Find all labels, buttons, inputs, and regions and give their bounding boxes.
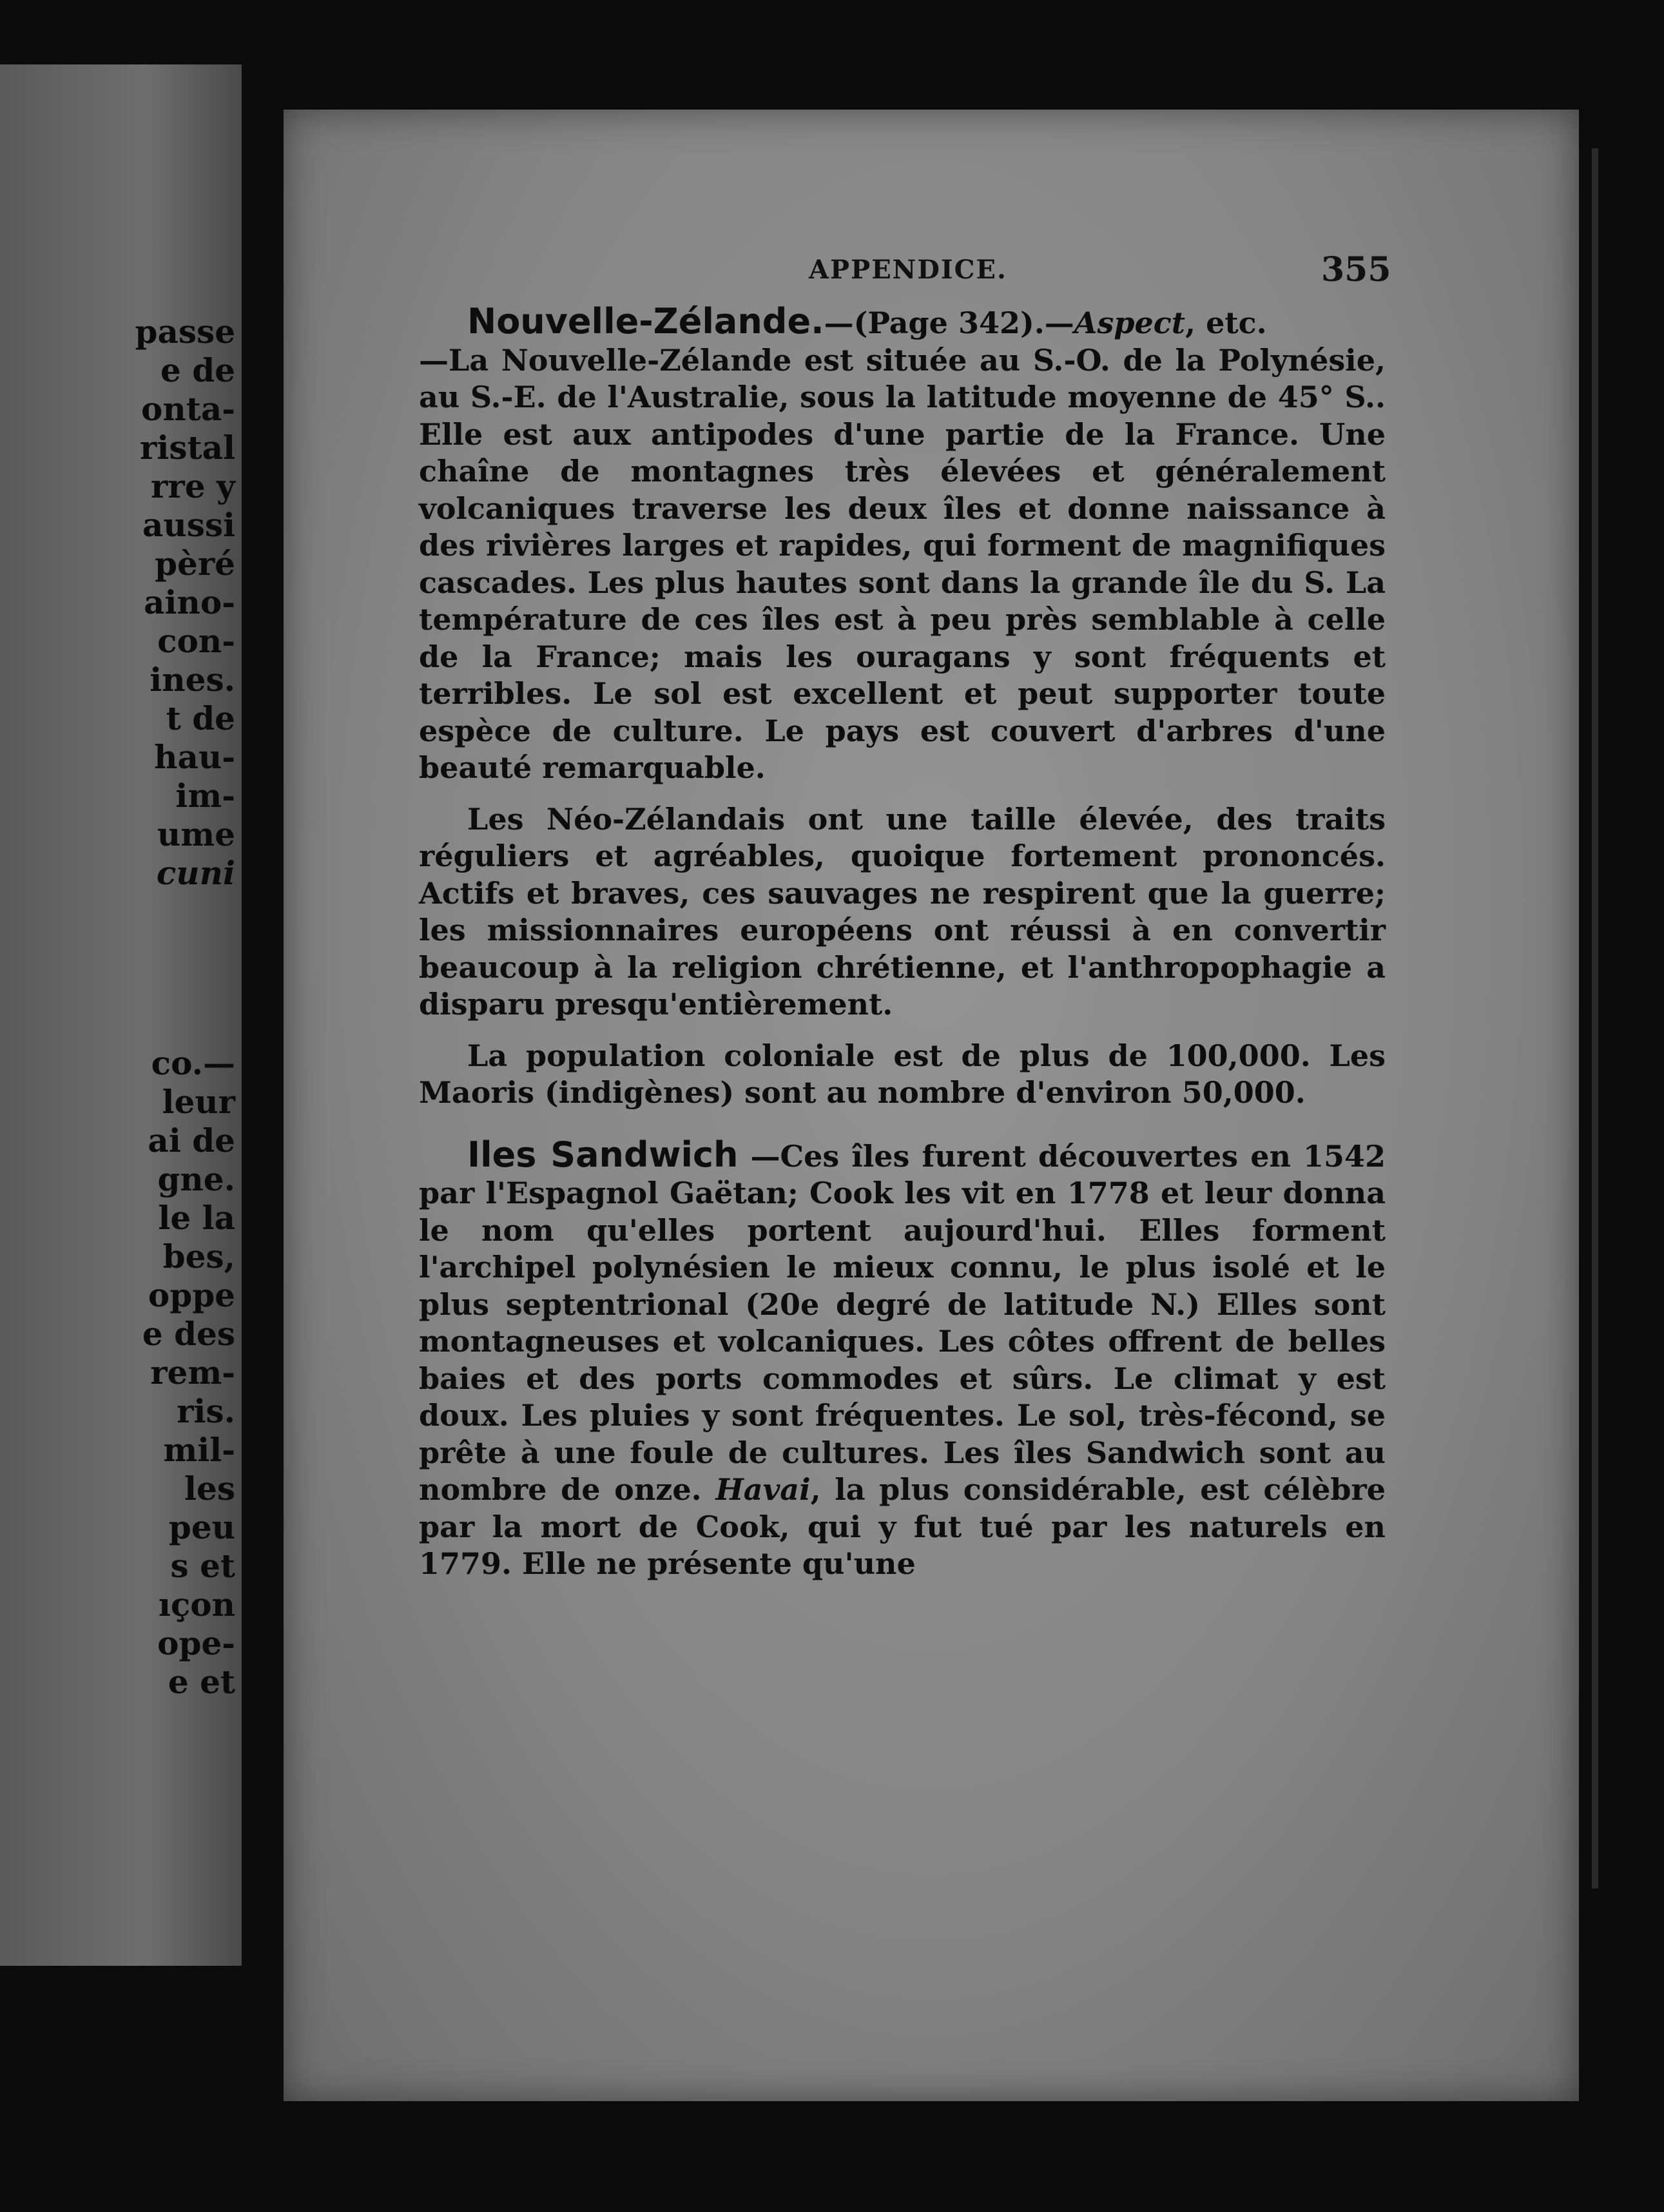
section-heading-iles-sandwich: Iles Sandwich	[467, 1134, 739, 1175]
left-page-fragment: e de	[160, 351, 235, 389]
island-name-havai: Havai	[715, 1472, 811, 1507]
left-page-fragment: onta-	[141, 390, 235, 428]
paragraph-text: Les Néo-Zélandais ont une taille élevée, des traits réguliers et agréables, quoique fortement prononcés. Actifs et braves, ces sauvages ne respirent que la guerre; les missionnaires européens ont réussi à en convertir beaucoup à la religion chrétienne, et l'anthropophagie a disparu presqu'entièrement.	[419, 801, 1386, 1022]
left-facing-page	[0, 64, 242, 1966]
left-page-fragment: mil-	[163, 1431, 235, 1469]
paragraph-iles-sandwich	[419, 1136, 1386, 1583]
left-page-fragment: oppe	[148, 1276, 235, 1314]
left-page-fragment: cuni	[156, 854, 235, 892]
left-page-fragment: les	[184, 1470, 235, 1508]
left-page-fragment: con-	[157, 622, 235, 660]
page-number: 355	[1321, 250, 1391, 289]
left-page-fragment: ume	[157, 815, 235, 853]
running-head: APPENDICE.	[809, 255, 1007, 285]
left-page-fragment: leur	[162, 1083, 235, 1121]
left-page-fragment: ris.	[177, 1392, 235, 1430]
left-page-fragment: peu	[168, 1508, 235, 1546]
page-edge-rule	[1592, 148, 1598, 1888]
section-heading-nouvelle-zelande: Nouvelle-Zélande.	[467, 301, 824, 342]
left-page-fragment: rem-	[150, 1353, 235, 1392]
paragraph-text: , la plus considérable, est célèbre par la mort de Cook, qui y fut tué par les naturels en 1779. Elle ne présente qu'une	[419, 1472, 1386, 1581]
paragraph-population	[419, 1038, 1386, 1112]
paragraph-neo-zelandais	[419, 801, 1386, 1024]
left-page-fragment: ıçon	[158, 1586, 235, 1624]
left-page-fragment: pèré	[155, 545, 235, 583]
subheading-etc: , etc.	[1185, 306, 1267, 340]
left-page-fragment: hau-	[154, 738, 235, 776]
left-page-fragment: e et	[168, 1663, 235, 1701]
left-page-fragment: ristal	[140, 429, 235, 467]
subheading-aspect: Aspect	[1074, 306, 1186, 340]
paragraph-text: —La Nouvelle-Zélande est située au S.-O. de la Polynésie, au S.-E. de l'Australie, sous la latitude moyenne de 45° S.. Elle est aux antipodes d'une partie de la France. Une chaîne de montagnes très élevées et généralement volcaniques traverse les deux îles et donne naissance à des rivières larges et rapides, qui forment de magnifiques cascades. Les plus hautes sont dans la grande île du S. La température de ces îles est à peu près semblable à celle de la France; mais les ouragans y sont fréquents et terribles. Le sol est excellent et peut supporter toute espèce de culture. Le pays est couvert d'arbres d'une beauté remarquable.	[419, 342, 1386, 785]
left-page-fragment: s et	[170, 1547, 235, 1585]
left-page-fragment: im-	[175, 777, 235, 815]
left-page-fragment: aussi	[142, 506, 235, 544]
left-page-fragment: ines.	[150, 661, 235, 699]
book-gutter	[242, 0, 290, 2212]
left-page-fragment: passe	[135, 313, 235, 351]
left-page-fragment: co.—	[151, 1044, 235, 1082]
left-page-fragment: rre y	[151, 467, 235, 505]
paragraph-text: La population coloniale est de plus de 100,000. Les Maoris (indigènes) sont au nombre d'environ 50,000.	[419, 1038, 1386, 1110]
left-page-fragment: ope-	[157, 1624, 235, 1662]
page-reference: —(Page 342).—	[824, 306, 1074, 340]
paragraph-nouvelle-zelande	[419, 303, 1386, 787]
left-page-fragment: gne.	[157, 1160, 235, 1198]
left-page-fragment: aino-	[144, 583, 235, 621]
left-page-fragment: le la	[158, 1199, 235, 1237]
left-page-fragment: ai de	[148, 1121, 235, 1159]
left-page-fragment: t de	[166, 699, 235, 737]
paragraph-text: —Ces îles furent découvertes en 1542 par l'Espagnol Gaëtan; Cook les vit en 1778 et leur donna le nom qu'elles portent aujourd'hui. Elles forment l'archipel polynésien le mieux connu, le plus isolé et le plus septentrional (20e degré de latitude N.) Elles sont montagneuses et volcaniques. Les côtes offrent de belles baies et des ports commodes et sûrs. Le climat y est doux. Les pluies y sont fréquentes. Le sol, très-fécond, se prête à une foule de cultures. Les îles Sandwich sont au nombre de onze.	[419, 1138, 1386, 1507]
page-body	[419, 303, 1386, 1583]
left-page-fragment: e des	[142, 1315, 235, 1353]
left-page-fragment: bes,	[162, 1237, 235, 1276]
